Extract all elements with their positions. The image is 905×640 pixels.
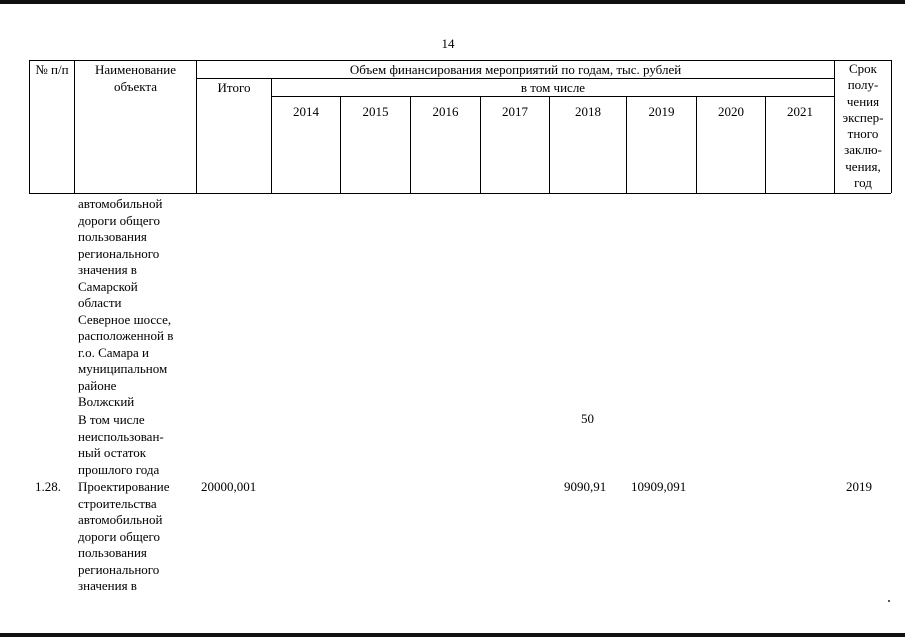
bottom-border-line [0, 633, 905, 637]
header-including: в том числе [520, 80, 586, 95]
header-year-2020: 2020 [718, 104, 744, 119]
header-year-2019: 2019 [648, 104, 675, 119]
row-total: 20000,001 [201, 479, 257, 494]
row-deadline-value: 2019 [846, 479, 872, 494]
header-deadline-column: Срок полу- чения экспер- тного заклю- чения, год [842, 61, 884, 191]
page-number: 14 [441, 36, 455, 51]
header-year-2017: 2017 [502, 104, 528, 119]
header-year-2014: 2014 [293, 104, 319, 119]
continued-row-subitem-2018: 50 [581, 411, 594, 426]
header-name-column: Наименование объекта [95, 62, 176, 94]
continued-row-subitem-name: В том числе неиспользован- ный остаток прошлого года [78, 412, 164, 477]
header-year-2015: 2015 [362, 104, 389, 119]
row-2018-value: 9090,91 [564, 479, 607, 494]
header-year-2021: 2021 [787, 104, 813, 119]
scan-speck [888, 600, 890, 602]
header-total: Итого [217, 80, 251, 95]
header-number-column: № п/п [35, 62, 69, 77]
row-2019-value: 10909,091 [631, 479, 687, 494]
header-year-2016: 2016 [432, 104, 459, 119]
top-border-line [0, 0, 905, 4]
row-name: Проектирование строительства автомобильной дороги общего пользования регионального значения в [78, 479, 170, 593]
header-financing-title: Объем финансирования мероприятий по годам, тыс. рублей [349, 62, 682, 77]
header-year-2018: 2018 [575, 104, 601, 119]
row-number: 1.28. [35, 479, 61, 494]
continued-row-name: автомобильной дороги общего пользования регионального значения в Самарской области Северное шоссе, расположенной в г.о. Самара и муниципальном районе Волжский [78, 196, 174, 409]
